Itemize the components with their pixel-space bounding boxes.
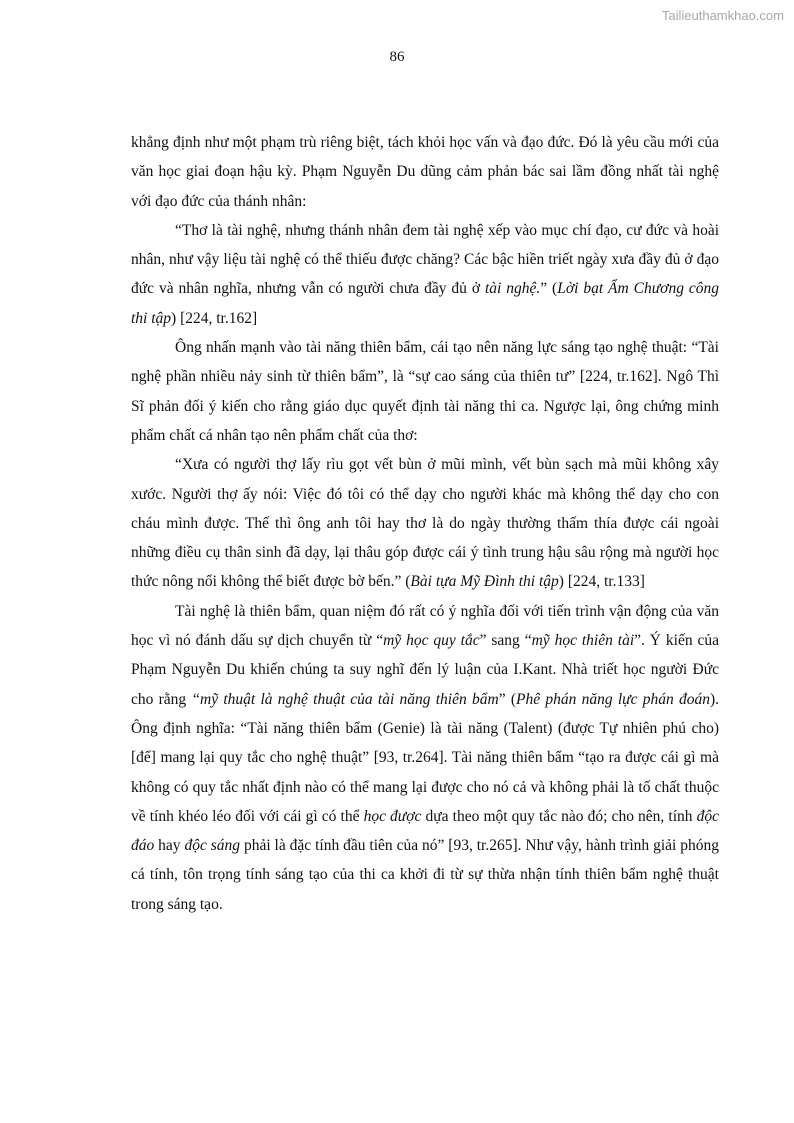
text-run: ”. Ý kiến của Phạm Nguyễn Du khiến chúng ta suy nghĩ đến lý luận của I.Kant. Nhà triết học người Đức cho rằng [131,632,720,708]
italic-quote: “mỹ thuật là nghệ thuật của tài năng thiên bẩm [191,690,499,708]
italic-term: độc đáo [131,807,720,855]
paragraph-3: Ông nhấn mạnh vào tài năng thiên bẩm, cái tạo nên năng lực sáng tạo nghệ thuật: “Tài nghệ phần nhiều nảy sinh từ thiên bẩm”, là “sự cao sáng của thiên tư” [224, tr.162]. Ngô Thì Sĩ phản đối ý kiến cho rằng giáo dục quyết định tài năng thi ca. Ngược lại, ông chứng minh phẩm chất cá nhân tạo nên phẩm chất của thơ: [131,339,719,444]
text-run: ” sang “ [479,632,532,650]
document-body [131,128,719,919]
text-run: Tài nghệ là thiên bẩm, quan niệm đó rất có ý nghĩa đối với tiến trình vận động của văn học vì nó đánh dấu sự dịch chuyển từ “ [131,602,719,650]
paragraph-2-quote [131,216,719,333]
citation: ) [224, tr.162] [171,309,258,327]
paragraph-5 [131,597,719,919]
text-run: ” ( [498,690,516,708]
italic-term: học được [363,807,422,825]
text-run: “Thơ là tài nghệ, nhưng thánh nhân đem tài nghệ xếp vào mục chí đạo, cư đức và hoài nhân, như vậy liệu tài nghệ có thể thiếu được chăng? Các bậc hiền triết ngày xưa đầy đủ ở đạo đức và nhân nghĩa, nhưng vẫn có người chưa đầy đủ ở [131,221,719,298]
text-run: hay [154,837,185,855]
text-run: phải là đặc tính đầu tiên của nó” [93, tr.265]. Như vậy, hành trình giải phóng cá tính, tôn trọng tính sáng tạo của thi ca khởi đi từ sự thừa nhận tính thiên bẩm nghệ thuật trong sáng tạo. [131,837,719,913]
watermark: Tailieuthamkhao.com [661,8,784,23]
italic-term: mỹ học quy tắc [383,632,480,650]
source-title: Bài tựa Mỹ Đình thi tập [410,573,559,591]
text-run: “Xưa có người thợ lấy rìu gọt vết bùn ở mũi mình, vết bùn sạch mà mũi không xây xước. Người thợ ấy nói: Việc đó tôi có thể dạy cho người khác mà không thể dạy cho con cháu mình được. Thế thì ông anh tôi hay thơ là do ngày thường thấm thía được cái ngoài những điều cụ thân sinh đã dạy, lại thâu góp được cái ý tình trung hậu sâu rộng mà người học thức nông nổi không thể biết được bờ bến.” ( [131,456,719,591]
paragraph-4-quote [131,450,719,596]
text-run: ” ( [540,280,558,298]
text-run: dựa theo một quy tắc nào đó; cho nên, tính [421,807,697,825]
italic-term: mỹ học thiên tài [531,632,635,650]
source-title: Lời bạt Ẩm Chương công thi tập [131,280,719,327]
text-run: ). Ông định nghĩa: “Tài năng thiên bẩm (Genie) là tài năng (Talent) (được Tự nhiên phú cho) [để] mang lại quy tắc cho nghệ thuật” [93, tr.264]. Tài năng thiên bẩm “tạo ra được cái gì mà không có quy tắc nhất định nào có thể mang lại được cho nó cả và không phải là tố chất thuộc về tính khéo léo đối với cái gì có thể [131,690,720,825]
citation: ) [224, tr.133] [558,573,645,591]
italic-run: tài nghệ. [484,280,541,298]
source-title: Phê phán năng lực phán đoán [515,690,710,708]
italic-term: độc sáng [184,837,241,855]
page-number: 86 [389,49,405,65]
paragraph-1: khẳng định như một phạm trù riêng biệt, tách khỏi học vấn và đạo đức. Đó là yêu cầu mới của văn học giai đoạn hậu kỳ. Phạm Nguyễn Du dũng cảm phản bác sai lầm đồng nhất tài nghệ với đạo đức của thánh nhân: [131,134,719,210]
